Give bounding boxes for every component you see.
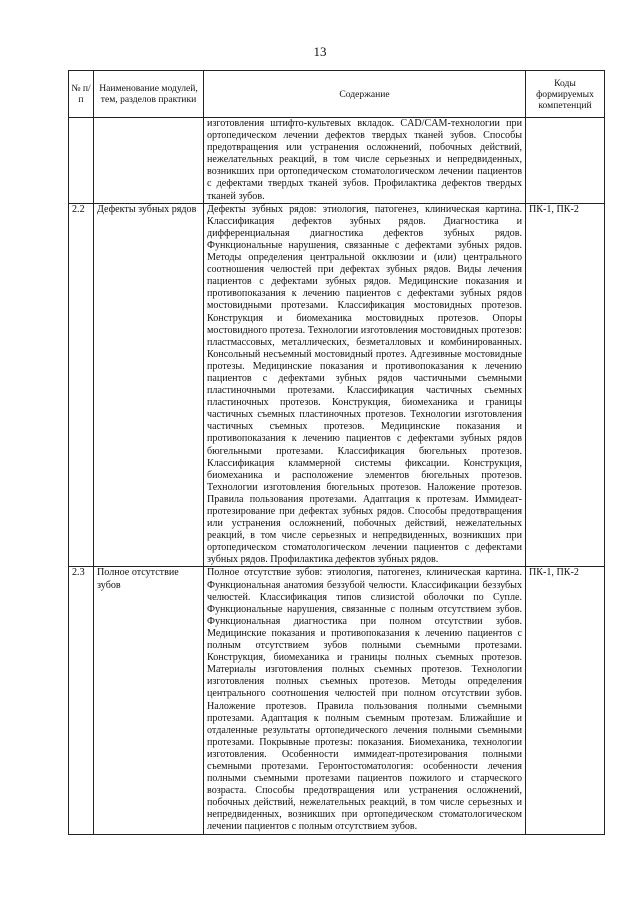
table-header-row [69, 71, 605, 118]
table-row [69, 203, 605, 567]
table-row [69, 118, 605, 204]
table-row [69, 567, 605, 834]
row-content: изготовления штифто-культевых вкладок. CAD/CAM-технологии при ортопедическом лечении дефектов твердых тканей зубов. Способы предотвращения или устранения осложнений, побочных действий, нежелательных реакций, в том числе серьезных и непредвиденных, возникших при ортопедическом стоматологическом лечении пациентов с дефектами твердых тканей зубов. Профилактика дефектов твердых тканей зубов. [204, 118, 526, 204]
row-codes [526, 118, 605, 204]
row-name [94, 118, 204, 204]
row-num: 2.2 [69, 203, 94, 567]
row-name: Дефекты зубных рядов [94, 203, 204, 567]
header-codes: Коды формируемых компетенций [526, 71, 605, 118]
row-content: Полное отсутствие зубов: этиология, патогенез, клиническая картина. Функциональная анатомия беззубой челюсти. Классификации беззубых челюстей. Классификация типов слизистой оболочки по Супле. Функциональные нарушения, связанные с полным отсутствием зубов. Функциональная диагностика при полном отсутствии зубов. Медицинские показания и противопоказания к лечению пациентов с полным отсутствием зубов полными съемными протезами. Конструкция, биомеханика и границы полных съемных протезов. Материалы изготовления полных съемных протезов. Технологии изготовления полных съемных протезов. Методы определения центрального соотношения челюстей при полном отсутствии зубов. Наложение протезов. Правила пользования полными съемными протезами. Адаптация к полным съемным протезам. Ближайшие и отдаленные результаты ортопедического лечения полными съемными протезами. Покрывные протезы: показания. Биомеханика, технологии изготовления. Особенности иммидеат-протезирования полными съемными протезами. Геронтостоматология: особенности лечения полными съемными протезами пациентов пожилого и старческого возраста. Способы предотвращения или устранения осложнений, побочных действий, нежелательных реакций, в том числе серьезных и непредвиденных, возникших при ортопедическом стоматологическом лечении пациентов с полным отсутствием зубов. [204, 567, 526, 834]
row-codes: ПК-1, ПК-2 [526, 203, 605, 567]
header-content: Содержание [204, 71, 526, 118]
row-num [69, 118, 94, 204]
row-content: Дефекты зубных рядов: этиология, патогенез, клиническая картина. Классификация дефектов зубных рядов. Диагностика и дифференциальная диагностика дефектов зубных рядов. Функциональные нарушения, связанные с дефектами зубных рядов. Методы определения центральной окклюзии и (или) центрального соотношения челюстей при дефектах зубных рядов. Виды лечения пациентов с дефектами зубных рядов. Медицинские показания и противопоказания к лечению пациентов с дефектами зубных рядов мостовидными протезами. Классификация мостовидных протезов. Конструкция и биомеханика мостовидных протезов. Опоры мостовидного протеза. Технологии изготовления мостовидных протезов: пластмассовых, металлических, безметалловых и комбинированных. Консольный несъемный мостовидный протез. Адгезивные мостовидные протезы. Медицинские показания и противопоказания к лечению пациентов с дефектами зубных рядов частичными съемными пластиночными протезами. Классификация частичных съемных пластиночных протезов. Конструкция, биомеханика и границы частичных съемных пластиночных протезов. Технологии изготовления частичных съемных протезов. Медицинские показания и противопоказания к лечению пациентов с дефектами зубных рядов бюгельными протезами. Классификация бюгельных протезов. Классификация кламмерной системы фиксации. Конструкция, биомеханика и расположение элементов бюгельных протезов. Технологии изготовления бюгельных протезов. Наложение протезов. Правила пользования протезами. Адаптация к протезам. Иммидеат-протезирование при дефектах зубных рядов. Способы предотвращения или устранения осложнений, побочных действий, нежелательных реакций, в том числе серьезных и непредвиденных, возникших при ортопедическом стоматологическом лечении пациентов с дефектами зубных рядов. Профилактика дефектов зубных рядов. [204, 203, 526, 567]
row-name: Полное отсутствие зубов [94, 567, 204, 834]
curriculum-table [68, 70, 605, 835]
page-number: 13 [313, 44, 327, 59]
row-codes: ПК-1, ПК-2 [526, 567, 605, 834]
row-num: 2.3 [69, 567, 94, 834]
header-num: № п/п [69, 71, 94, 118]
header-name: Наименование модулей, тем, разделов практики [94, 71, 204, 118]
